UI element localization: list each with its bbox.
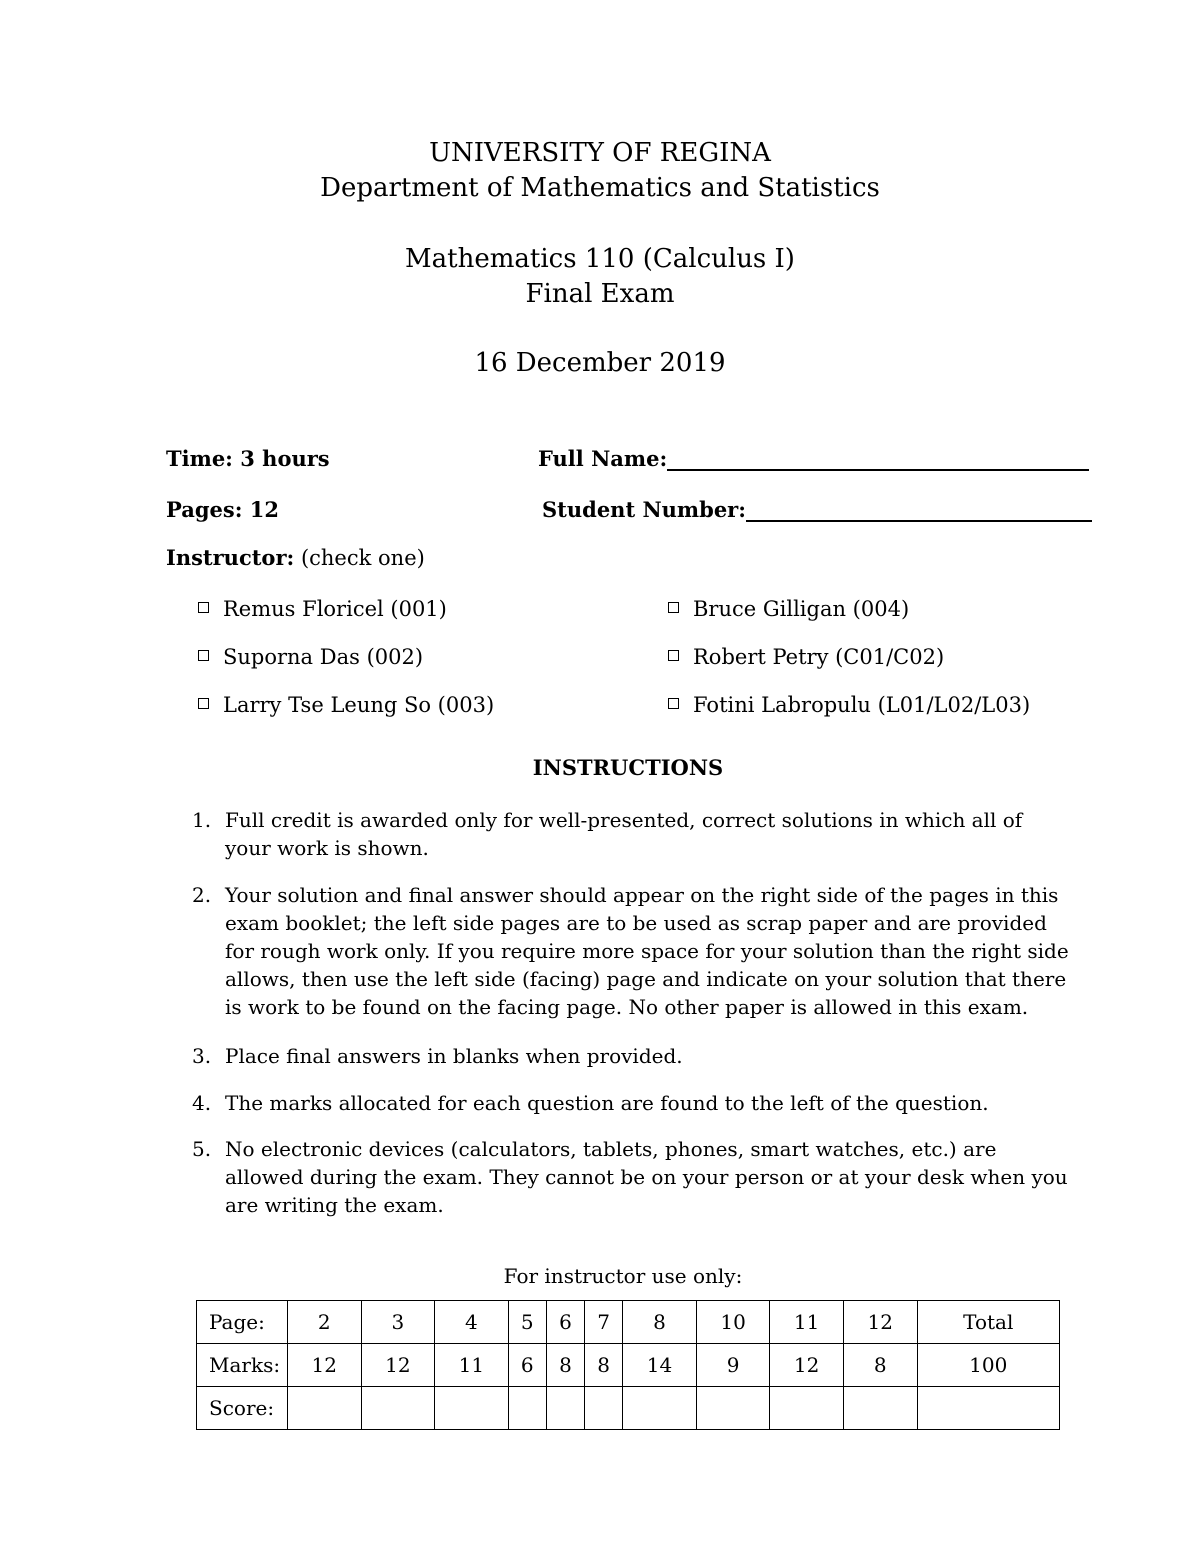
page-cell: 6 <box>546 1301 584 1344</box>
marks-cell: 12 <box>361 1344 435 1387</box>
instruction-item <box>192 1042 1072 1070</box>
instruction-item <box>192 806 1072 862</box>
score-cell[interactable] <box>623 1387 697 1430</box>
instruction-number: 2. <box>192 883 212 907</box>
page-cell: 12 <box>843 1301 917 1344</box>
student-number-field[interactable] <box>542 497 1092 522</box>
score-cell[interactable] <box>770 1387 844 1430</box>
page-cell: Total <box>917 1301 1060 1344</box>
table-row-score <box>197 1387 1060 1430</box>
instructor-option[interactable] <box>198 645 423 669</box>
page-cell: 10 <box>696 1301 770 1344</box>
full-name-blank[interactable] <box>667 449 1089 471</box>
instructor-option[interactable] <box>198 693 494 717</box>
table-row-pages <box>197 1301 1060 1344</box>
instructor-option[interactable] <box>668 693 1030 717</box>
instructor-prompt <box>166 545 425 570</box>
marks-cell: 12 <box>770 1344 844 1387</box>
marks-cell: 8 <box>585 1344 623 1387</box>
instruction-item <box>192 881 1072 1021</box>
score-cell[interactable] <box>435 1387 509 1430</box>
instruction-item <box>192 1089 1072 1117</box>
score-cell[interactable] <box>585 1387 623 1430</box>
pages-label: Pages: 12 <box>166 497 279 522</box>
score-table <box>196 1300 1060 1430</box>
marks-cell: 8 <box>843 1344 917 1387</box>
marks-cell: 11 <box>435 1344 509 1387</box>
page-cell: 4 <box>435 1301 509 1344</box>
score-cell[interactable] <box>288 1387 362 1430</box>
marks-cell: 100 <box>917 1344 1060 1387</box>
marks-cell: 14 <box>623 1344 697 1387</box>
page-cell: 11 <box>770 1301 844 1344</box>
score-cell[interactable] <box>843 1387 917 1430</box>
full-name-field[interactable] <box>538 446 1089 471</box>
instructor-use-caption: For instructor use only: <box>503 1264 743 1288</box>
full-name-label: Full Name: <box>538 446 668 471</box>
instructor-option-label: Remus Floricel (001) <box>223 597 447 621</box>
score-cell[interactable] <box>917 1387 1060 1430</box>
instruction-text: Full credit is awarded only for well-presented, correct solutions in which all of your work is shown. <box>225 808 1023 860</box>
row-label: Page: <box>197 1301 288 1344</box>
score-cell[interactable] <box>361 1387 435 1430</box>
checkbox[interactable] <box>668 698 679 709</box>
instruction-number: 5. <box>192 1137 212 1161</box>
instruction-item <box>192 1135 1072 1219</box>
course-title: Mathematics 110 (Calculus I) <box>405 244 795 274</box>
instructor-option-label: Larry Tse Leung So (003) <box>223 693 495 717</box>
row-label: Marks: <box>197 1344 288 1387</box>
checkbox[interactable] <box>668 602 679 613</box>
exam-date: 16 December 2019 <box>474 348 726 378</box>
exam-title: Final Exam <box>525 279 675 309</box>
table-row-marks <box>197 1344 1060 1387</box>
score-cell[interactable] <box>546 1387 584 1430</box>
instructor-option-label: Suporna Das (002) <box>223 645 424 669</box>
page-cell: 8 <box>623 1301 697 1344</box>
row-label: Score: <box>197 1387 288 1430</box>
instruction-text: Place final answers in blanks when provided. <box>225 1044 683 1068</box>
marks-cell: 9 <box>696 1344 770 1387</box>
marks-cell: 12 <box>288 1344 362 1387</box>
checkbox[interactable] <box>198 602 209 613</box>
university-name: UNIVERSITY OF REGINA <box>429 138 771 168</box>
instruction-number: 1. <box>192 808 212 832</box>
instruction-text: No electronic devices (calculators, tablets, phones, smart watches, etc.) are allowed during the exam. They cannot be on your person or at your desk when you are writing the exam. <box>225 1137 1068 1217</box>
student-number-blank[interactable] <box>746 500 1092 522</box>
instructor-option[interactable] <box>668 597 909 621</box>
time-label: Time: 3 hours <box>166 446 330 471</box>
score-cell[interactable] <box>508 1387 546 1430</box>
page-cell: 2 <box>288 1301 362 1344</box>
instructor-label: Instructor: <box>166 545 295 570</box>
marks-cell: 8 <box>546 1344 584 1387</box>
instructor-option[interactable] <box>668 645 944 669</box>
instruction-number: 3. <box>192 1044 212 1068</box>
score-cell[interactable] <box>696 1387 770 1430</box>
student-number-label: Student Number: <box>542 497 747 522</box>
instructor-option[interactable] <box>198 597 447 621</box>
instruction-number: 4. <box>192 1091 212 1115</box>
instruction-text: The marks allocated for each question are found to the left of the question. <box>225 1091 989 1115</box>
page-cell: 7 <box>585 1301 623 1344</box>
instructor-option-label: Robert Petry (C01/C02) <box>693 645 945 669</box>
marks-cell: 6 <box>508 1344 546 1387</box>
department-name: Department of Mathematics and Statistics <box>320 173 880 203</box>
checkbox[interactable] <box>198 650 209 661</box>
instructor-note: (check one) <box>300 546 425 570</box>
instructor-option-label: Fotini Labropulu (L01/L02/L03) <box>693 693 1031 717</box>
instruction-text: Your solution and final answer should appear on the right side of the pages in this exam booklet; the left side pages are to be used as scrap paper and are provided for rough work only. If you require more space for your solution than the right side allows, then use the left side (facing) page and indicate on your solution that there is work to be found on the facing page. No other paper is allowed in this exam. <box>225 883 1069 1019</box>
checkbox[interactable] <box>668 650 679 661</box>
checkbox[interactable] <box>198 698 209 709</box>
instructor-option-label: Bruce Gilligan (004) <box>693 597 910 621</box>
instructions-heading: INSTRUCTIONS <box>532 755 724 780</box>
page-cell: 5 <box>508 1301 546 1344</box>
page-cell: 3 <box>361 1301 435 1344</box>
